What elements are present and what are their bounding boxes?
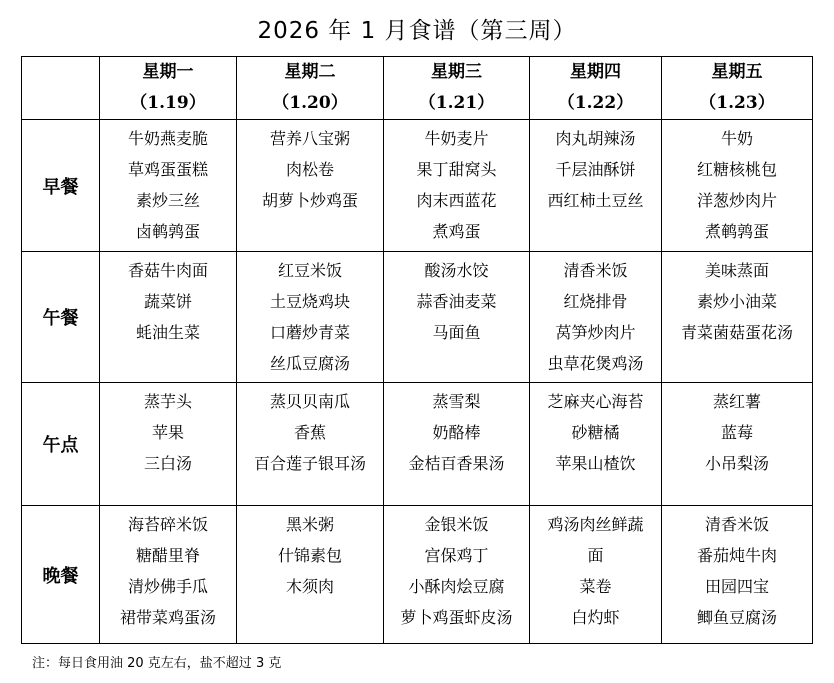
dish: 苹果山楂饮: [555, 454, 636, 473]
menu-cell: [237, 383, 384, 506]
menu-cell: [237, 120, 384, 252]
menu-cell: [530, 120, 662, 252]
dish: 肉松卷: [285, 160, 334, 179]
meal-label: 午餐: [22, 252, 100, 383]
dish: 素炒三丝: [135, 191, 200, 210]
dish: 芝麻夹心海苔: [547, 392, 644, 411]
menu-cell: [100, 383, 237, 506]
dish: 清香米饭: [704, 515, 769, 534]
dish: 海苔碎米饭: [127, 515, 208, 534]
meal-label: 早餐: [22, 120, 100, 252]
dish: 蒸红薯: [712, 392, 761, 411]
menu-cell: [662, 120, 813, 252]
day-date: （1.23）: [699, 93, 775, 113]
day-header-fri: [662, 57, 813, 120]
menu-cell: [384, 506, 530, 644]
day-date: （1.21）: [418, 93, 495, 113]
menu-table: [21, 56, 813, 644]
dish: 酸汤水饺: [424, 261, 489, 280]
dish: 苹果: [151, 423, 184, 442]
dish: 红烧排骨: [563, 292, 628, 311]
meal-label: 晚餐: [22, 506, 100, 644]
dish: 丝瓜豆腐汤: [269, 354, 350, 373]
dish: 蒸贝贝南瓜: [269, 392, 350, 411]
day-date: （1.22）: [557, 93, 634, 113]
footnote: 注：每日食用油 20 克左右，盐不超过 3 克: [32, 656, 282, 671]
day-name: 星期二: [284, 62, 336, 82]
day-date: （1.19）: [130, 93, 206, 113]
menu-cell: [100, 506, 237, 644]
dish: 牛奶燕麦脆: [127, 129, 208, 148]
dish: 黑米粥: [285, 515, 334, 534]
dish: 鸡汤肉丝鲜蔬面: [547, 515, 644, 565]
header-row: [22, 57, 813, 120]
dish: 小吊梨汤: [704, 454, 769, 473]
dish: 美味蒸面: [704, 261, 769, 280]
dish: 蓝莓: [720, 423, 753, 442]
dish: 洋葱炒肉片: [696, 191, 777, 210]
corner-cell: [22, 57, 100, 120]
menu-cell: [662, 252, 813, 383]
dish: 卤鹌鹑蛋: [135, 222, 200, 241]
meal-row-dinner: [22, 506, 813, 644]
dish: 小酥肉烩豆腐: [408, 577, 505, 596]
menu-cell: [662, 506, 813, 644]
dish: 千层油酥饼: [555, 160, 636, 179]
dish: 香蕉: [293, 423, 326, 442]
dish: 肉丸胡辣汤: [555, 129, 636, 148]
day-date: （1.20）: [272, 93, 348, 113]
dish: 青菜菌菇蛋花汤: [680, 323, 793, 342]
dish: 蒜香油麦菜: [416, 292, 497, 311]
dish: 煮鹌鹑蛋: [704, 222, 769, 241]
dish: 番茄炖牛肉: [696, 546, 777, 565]
meal-row-snack: [22, 383, 813, 506]
dish: 莴笋炒肉片: [555, 323, 636, 342]
dish: 红豆米饭: [277, 261, 342, 280]
meal-label: 午点: [22, 383, 100, 506]
menu-cell: [100, 252, 237, 383]
dish: 胡萝卜炒鸡蛋: [261, 191, 358, 210]
dish: 砂糖橘: [571, 423, 620, 442]
dish: 田园四宝: [704, 577, 769, 596]
day-name: 星期一: [142, 62, 194, 82]
dish: 红糖核桃包: [696, 160, 777, 179]
day-header-mon: [100, 57, 237, 120]
page-title: 2026 年 1 月食谱（第三周）: [257, 18, 577, 44]
dish: 素炒小油菜: [696, 292, 777, 311]
day-name: 星期三: [431, 62, 482, 82]
menu-cell: [530, 252, 662, 383]
meal-row-breakfast: [22, 120, 813, 252]
menu-cell: [384, 252, 530, 383]
day-header-tue: [237, 57, 384, 120]
dish: 百合莲子银耳汤: [253, 454, 366, 473]
menu-cell: [384, 383, 530, 506]
dish: 虫草花煲鸡汤: [547, 354, 644, 373]
menu-cell: [662, 383, 813, 506]
dish: 裙带菜鸡蛋汤: [119, 608, 216, 627]
dish: 金银米饭: [424, 515, 489, 534]
dish: 果丁甜窝头: [416, 160, 497, 179]
dish: 宫保鸡丁: [424, 546, 489, 565]
dish: 木须肉: [285, 577, 334, 596]
menu-cell: [384, 120, 530, 252]
dish: 肉末西蓝花: [416, 191, 497, 210]
dish: 土豆烧鸡块: [269, 292, 350, 311]
dish: 营养八宝粥: [269, 129, 350, 148]
dish: 蔬菜饼: [143, 292, 192, 311]
menu-cell: [530, 506, 662, 644]
day-name: 星期四: [570, 62, 621, 82]
dish: 清炒佛手瓜: [127, 577, 208, 596]
dish: 白灼虾: [571, 608, 620, 627]
dish: 三白汤: [143, 454, 192, 473]
dish: 口蘑炒青菜: [269, 323, 350, 342]
dish: 蚝油生菜: [135, 323, 200, 342]
dish: 菜卷: [579, 577, 612, 596]
dish: 牛奶: [720, 129, 753, 148]
dish: 清香米饭: [563, 261, 628, 280]
menu-cell: [237, 506, 384, 644]
dish: 蒸芋头: [143, 392, 192, 411]
dish: 奶酪棒: [432, 423, 481, 442]
dish: 萝卜鸡蛋虾皮汤: [400, 608, 513, 627]
day-header-wed: [384, 57, 530, 120]
day-name: 星期五: [711, 62, 763, 82]
meal-row-lunch: [22, 252, 813, 383]
dish: 草鸡蛋蛋糕: [127, 160, 208, 179]
dish: 蒸雪梨: [432, 392, 481, 411]
dish: 金桔百香果汤: [408, 454, 505, 473]
dish: 糖醋里脊: [135, 546, 200, 565]
dish: 香菇牛肉面: [127, 261, 208, 280]
dish: 煮鸡蛋: [432, 222, 481, 241]
dish: 鲫鱼豆腐汤: [696, 608, 777, 627]
menu-cell: [237, 252, 384, 383]
dish: 马面鱼: [432, 323, 481, 342]
dish: 牛奶麦片: [424, 129, 489, 148]
menu-cell: [530, 383, 662, 506]
menu-cell: [100, 120, 237, 252]
dish: 什锦素包: [277, 546, 342, 565]
dish: 西红柿土豆丝: [547, 191, 644, 210]
day-header-thu: [530, 57, 662, 120]
